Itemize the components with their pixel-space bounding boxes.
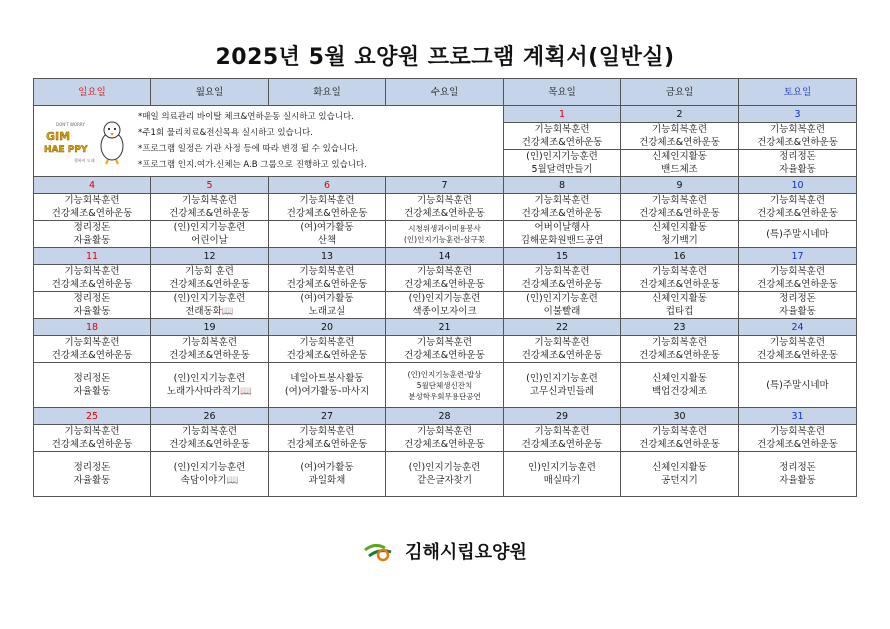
activity-text: (인)인지기능훈련: [408, 462, 481, 473]
activity-cell: [34, 194, 151, 221]
activity-text: 신체인지활동: [651, 462, 708, 473]
activity-text: 건강체조&연하운동: [639, 439, 720, 450]
activity-text: (인)인지기능훈련: [526, 151, 598, 162]
activity-cell: [269, 363, 386, 408]
activity-text: 어린이날: [191, 235, 228, 246]
activity-text: 기능회복훈련: [416, 337, 473, 348]
activity-text: 기능회복훈련: [416, 266, 473, 277]
date-cell: 10: [739, 177, 857, 194]
activity-text: 과일화채: [308, 475, 346, 486]
activity-text: 기능회복훈련: [299, 337, 355, 348]
activity-text: 정리정돈: [73, 373, 111, 384]
activity-cell: [386, 452, 504, 497]
activity-text: 매실따기: [543, 475, 581, 486]
activity-cell: [34, 452, 151, 497]
footer-name: 김해시립요양원: [405, 542, 527, 563]
activity-text: (인)인지기능훈련: [173, 373, 246, 384]
activity-text: 건강체조&연하운동: [521, 439, 603, 450]
date-cell: 11: [34, 248, 151, 265]
activity-text: 기능회복훈련: [181, 337, 238, 348]
activity-cell: [269, 452, 386, 497]
activity-text: 기능회복훈련: [299, 426, 355, 437]
activity-cell: [739, 194, 857, 221]
activity-cell: [621, 425, 739, 452]
activity-text: 기능회복훈련: [651, 124, 708, 135]
activity-cell: [504, 194, 621, 221]
date-cell: 20: [269, 319, 386, 336]
date-cell: 3: [739, 106, 857, 123]
activity-text: 건강체조&연하운동: [286, 350, 368, 361]
activity-text: 건강체조&연하운동: [286, 439, 368, 450]
activity-text: 5월달력만들기: [531, 164, 593, 175]
activity-text: 기능회복훈련: [651, 266, 708, 277]
activity-text: 기능회복훈련: [769, 124, 826, 135]
activity-text: 자율활동: [73, 235, 111, 246]
activity-text: (여)여가활동: [300, 222, 354, 233]
activity-cell: [34, 221, 151, 248]
activity-text: 기능회복훈련: [534, 195, 590, 206]
activity-text: 기능회복훈련: [769, 266, 826, 277]
activity-text: 건강체조&연하운동: [404, 439, 485, 450]
activity-cell: [739, 363, 857, 408]
activity-cell: [739, 292, 857, 319]
activity-text: 기능회복훈련: [534, 337, 590, 348]
activity-text: (인)인지기능훈련: [408, 293, 481, 304]
activity-text: 같은글자찾기: [416, 475, 473, 486]
header-sunday: 일요일: [34, 79, 151, 106]
activity-text: 건강체조&연하운동: [169, 350, 250, 361]
activity-cell: [504, 221, 621, 248]
activity-cell: [151, 221, 269, 248]
activity-text: 기능회복훈련: [416, 195, 473, 206]
activity-cell: [504, 123, 621, 150]
activity-text: 기능회복훈련: [769, 426, 826, 437]
activity-cell: [739, 123, 857, 150]
activity-cell: [34, 265, 151, 292]
activity-text: 청기백기: [661, 235, 698, 246]
activity-text: 정리정돈: [73, 462, 111, 473]
activity-text: 건강체조&연하운동: [639, 208, 720, 219]
notice-box: [34, 106, 504, 177]
activity-text: 건강체조&연하운동: [521, 350, 603, 361]
activity-text: 건강체조&연하운동: [169, 279, 250, 290]
activity-text: (인)인지기능훈련-밥상: [407, 369, 482, 379]
date-cell: 30: [621, 408, 739, 425]
activity-cell: [269, 221, 386, 248]
header-friday: 금요일: [621, 79, 739, 106]
activity-text: 건강체조&연하운동: [757, 350, 838, 361]
activity-text: 기능회복훈련: [299, 266, 355, 277]
date-cell: 7: [386, 177, 504, 194]
activity-text: 밴드체조: [661, 164, 698, 175]
activity-text: 기능회복훈련: [64, 337, 120, 348]
activity-cell: [151, 336, 269, 363]
activity-cell: [151, 194, 269, 221]
activity-cell: [269, 425, 386, 452]
date-cell: 1: [504, 106, 621, 123]
activity-cell: [504, 336, 621, 363]
activity-cell: [386, 425, 504, 452]
activity-text: 신체인지활동: [651, 373, 708, 384]
activity-cell: [504, 150, 621, 177]
activity-cell: [739, 336, 857, 363]
activity-text: 건강체조&연하운동: [757, 208, 838, 219]
activity-text: 산책: [317, 235, 337, 246]
activity-text: 백업건강체조: [651, 386, 708, 397]
header-saturday: 토요일: [739, 79, 857, 106]
date-cell: 12: [151, 248, 269, 265]
activity-text: 건강체조&연하운동: [404, 350, 485, 361]
svg-text:행복이 도래: 행복이 도래: [74, 158, 95, 163]
activity-cell: [739, 150, 857, 177]
date-cell: 6: [269, 177, 386, 194]
activity-text: 기능회복훈련: [534, 124, 590, 135]
activity-cell: [386, 336, 504, 363]
date-cell: 22: [504, 319, 621, 336]
activity-text: 기능회복훈련: [651, 195, 708, 206]
activity-text: 자율활동: [73, 386, 111, 397]
activity-text: 기능회복훈련: [64, 426, 120, 437]
activity-text: 시청위생과이미용봉사: [408, 224, 481, 233]
activity-text: 기능회복훈련: [534, 426, 590, 437]
activity-text: (인)인지기능훈련: [173, 462, 246, 473]
activity-text: 기능회복훈련: [416, 426, 473, 437]
activity-text: 기능회복훈련: [651, 426, 708, 437]
activity-cell: [621, 452, 739, 497]
activity-text: 건강체조&연하운동: [521, 208, 603, 219]
activity-text: 인)인지기능훈련: [528, 462, 596, 473]
activity-text: 건강체조&연하운동: [521, 279, 603, 290]
activity-text: (특)주말시네마: [766, 379, 829, 391]
notice-line: *프로그램 인지.여가.신체는 A.B 그룹으로 진행하고 있습니다.: [138, 160, 367, 170]
activity-cell: [621, 221, 739, 248]
svg-text:GIM: GIM: [46, 130, 71, 143]
date-cell: 14: [386, 248, 504, 265]
date-cell: 2: [621, 106, 739, 123]
activity-cell: [151, 363, 269, 408]
activity-text: 기능회복훈련: [534, 266, 590, 277]
activity-text: 어버이날행사: [534, 222, 590, 233]
activity-text: 신체인지활동: [651, 222, 708, 233]
activity-cell: [386, 265, 504, 292]
activity-text: 건강체조&연하운동: [521, 137, 603, 148]
activity-text: 건강체조&연하운동: [286, 279, 368, 290]
program-calendar: [33, 78, 857, 497]
activity-cell: [739, 221, 857, 248]
activity-cell: [269, 336, 386, 363]
notice-line: *프로그램 일정은 기관 사정 등에 따라 변경 될 수 있습니다.: [138, 144, 359, 154]
header-wednesday: 수요일: [386, 79, 504, 106]
activity-text: (여)여가활동: [300, 293, 354, 304]
activity-text: 정리정돈: [779, 462, 816, 473]
activity-text: 기능회복훈련: [651, 337, 708, 348]
activity-text: (인)인지기능훈련-삼구꽃: [403, 235, 485, 244]
activity-text: (여)여가활동-마사지: [284, 386, 370, 397]
activity-text: 전래동화📖: [185, 306, 234, 317]
activity-cell: [504, 265, 621, 292]
date-cell: 5: [151, 177, 269, 194]
activity-cell: [621, 265, 739, 292]
header-monday: 월요일: [151, 79, 269, 106]
activity-cell: [739, 452, 857, 497]
activity-cell: [739, 265, 857, 292]
date-cell: 26: [151, 408, 269, 425]
activity-text: 건강체조&연하운동: [169, 439, 250, 450]
activity-text: 건강체조&연하운동: [286, 208, 368, 219]
date-cell: 18: [34, 319, 151, 336]
date-cell: 23: [621, 319, 739, 336]
activity-text: 정리정돈: [779, 293, 816, 304]
activity-text: 자율활동: [779, 164, 816, 175]
gimhae-logo-icon: [363, 540, 397, 562]
footer-brand: [0, 538, 890, 564]
date-cell: 16: [621, 248, 739, 265]
activity-cell: [34, 363, 151, 408]
activity-text: 건강체조&연하운동: [639, 279, 720, 290]
activity-text: 기능회복훈련: [769, 195, 826, 206]
activity-text: 건강체조&연하운동: [639, 350, 720, 361]
svg-text:DON'T WORRY: DON'T WORRY: [56, 122, 85, 127]
notice-line: *매일 의료관리 바이탈 체크&연하운동 실시하고 있습니다.: [138, 112, 354, 122]
activity-text: 자율활동: [73, 475, 111, 486]
activity-text: 신체인지활동: [651, 151, 708, 162]
activity-cell: [621, 150, 739, 177]
activity-text: 건강체조&연하운동: [757, 439, 838, 450]
date-cell: 9: [621, 177, 739, 194]
activity-text: 신체인지활동: [651, 293, 708, 304]
activity-text: (특)주말시네마: [766, 228, 829, 240]
activity-text: 공던지기: [661, 475, 698, 486]
gimhappy-logo: [34, 110, 134, 172]
activity-cell: [34, 336, 151, 363]
activity-text: 건강체조&연하운동: [757, 137, 838, 148]
header-thursday: 목요일: [504, 79, 621, 106]
date-cell: 8: [504, 177, 621, 194]
activity-cell: [504, 452, 621, 497]
date-cell: 25: [34, 408, 151, 425]
activity-text: 기능회복훈련: [181, 195, 238, 206]
activity-cell: [386, 194, 504, 221]
date-cell: 29: [504, 408, 621, 425]
activity-text: 자율활동: [779, 306, 816, 317]
activity-text: 정리정돈: [73, 222, 111, 233]
activity-cell: [151, 452, 269, 497]
activity-text: 기능회복훈련: [769, 337, 826, 348]
activity-cell: [151, 292, 269, 319]
activity-text: 기능회 훈련: [185, 266, 234, 277]
activity-text: 분성학우회무용단공연: [408, 391, 481, 401]
activity-text: (인)인지기능훈련: [526, 373, 598, 384]
activity-cell: [504, 363, 621, 408]
activity-text: 건강체조&연하운동: [404, 208, 485, 219]
header-tuesday: 화요일: [269, 79, 386, 106]
activity-cell: [504, 292, 621, 319]
notice-line: *주1회 물리치료&전신목욕 실시하고 있습니다.: [138, 128, 313, 138]
activity-text: 노래가사따라적기📖: [166, 386, 253, 397]
date-cell: 17: [739, 248, 857, 265]
activity-cell: [151, 425, 269, 452]
date-cell: 27: [269, 408, 386, 425]
activity-text: 컵타컵: [665, 306, 694, 317]
activity-cell: [386, 363, 504, 408]
activity-cell: [621, 363, 739, 408]
activity-cell: [34, 292, 151, 319]
activity-cell: [504, 425, 621, 452]
activity-cell: [269, 194, 386, 221]
activity-cell: [739, 425, 857, 452]
activity-text: (인)인지기능훈련: [173, 222, 246, 233]
activity-text: 김해문화원밴드공연: [520, 235, 604, 246]
activity-text: 건강체조&연하운동: [51, 208, 133, 219]
date-cell: 13: [269, 248, 386, 265]
activity-cell: [386, 221, 504, 248]
date-cell: 4: [34, 177, 151, 194]
date-cell: 15: [504, 248, 621, 265]
activity-cell: [269, 265, 386, 292]
activity-cell: [621, 194, 739, 221]
activity-text: 건강체조&연하운동: [51, 350, 133, 361]
date-cell: 19: [151, 319, 269, 336]
activity-text: 정리정돈: [779, 151, 816, 162]
date-cell: 28: [386, 408, 504, 425]
activity-text: 자율활동: [779, 475, 816, 486]
activity-text: 노래교실: [308, 306, 346, 317]
activity-text: 고무신과민들레: [529, 386, 595, 397]
activity-cell: [621, 123, 739, 150]
date-cell: 24: [739, 319, 857, 336]
svg-text:HAE PPY: HAE PPY: [44, 145, 88, 155]
activity-text: (인)인지기능훈련: [526, 293, 598, 304]
activity-text: 5월단체생신잔치: [416, 380, 473, 390]
activity-text: 자율활동: [73, 306, 111, 317]
activity-text: 기능회복훈련: [181, 426, 238, 437]
date-cell: 31: [739, 408, 857, 425]
activity-text: 네일아트봉사활동: [290, 373, 364, 384]
activity-text: 건강체조&연하운동: [169, 208, 250, 219]
activity-cell: [621, 292, 739, 319]
activity-text: 이불빨래: [543, 306, 581, 317]
activity-text: 건강체조&연하운동: [51, 439, 133, 450]
date-cell: 21: [386, 319, 504, 336]
activity-text: 건강체조&연하운동: [639, 137, 720, 148]
activity-text: 기능회복훈련: [64, 266, 120, 277]
activity-text: (인)인지기능훈련: [173, 293, 246, 304]
activity-cell: [386, 292, 504, 319]
activity-text: 건강체조&연하운동: [404, 279, 485, 290]
activity-text: 건강체조&연하운동: [51, 279, 133, 290]
activity-text: 색종이모자이크: [412, 306, 477, 317]
activity-cell: [34, 425, 151, 452]
page-title: 2025년 5월 요양원 프로그램 계획서(일반실): [215, 45, 675, 70]
activity-cell: [621, 336, 739, 363]
activity-text: 건강체조&연하운동: [757, 279, 838, 290]
activity-cell: [269, 292, 386, 319]
activity-text: 기능회복훈련: [64, 195, 120, 206]
activity-text: 속담이야기📖: [180, 475, 239, 486]
activity-text: 기능회복훈련: [299, 195, 355, 206]
activity-text: (여)여가활동: [300, 462, 354, 473]
activity-text: 정리정돈: [73, 293, 111, 304]
activity-cell: [151, 265, 269, 292]
